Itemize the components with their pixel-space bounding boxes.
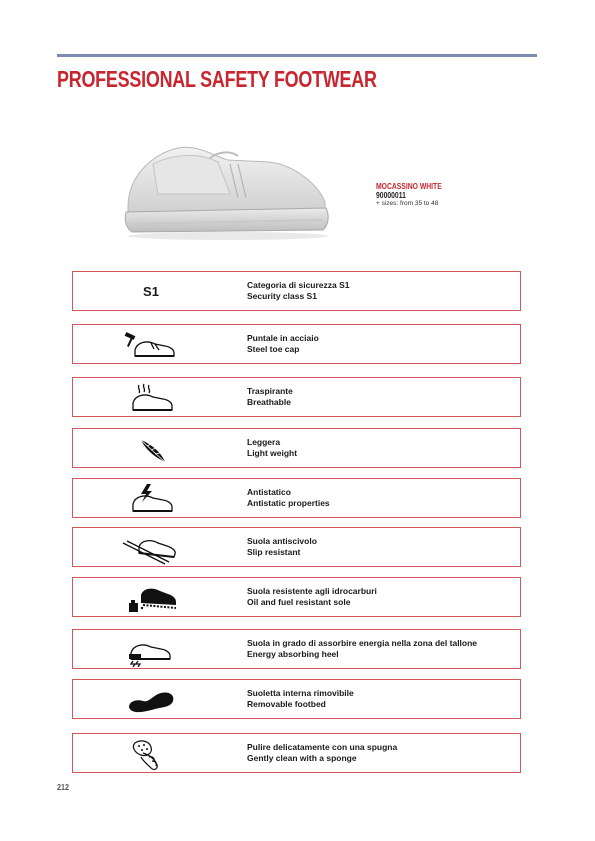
energy-absorbing-heel-icon	[121, 633, 181, 667]
feature-row-light-weight	[72, 428, 521, 468]
feature-label-it: Suola in grado di assorbire energia nella zona del tallone	[247, 637, 478, 648]
slip-resistant-icon	[121, 531, 181, 565]
feature-label-it: Suola resistente agli idrocarburi	[247, 585, 377, 596]
white-slip-on-shoe-image	[118, 134, 332, 244]
feature-label-it: Categoria di sicurezza S1	[247, 279, 350, 290]
steel-toe-icon	[121, 328, 181, 362]
top-rule	[57, 54, 537, 57]
feature-row-footbed	[72, 679, 521, 719]
feature-label-en: Light weight	[247, 448, 298, 458]
feature-label-it: Leggera	[247, 436, 281, 447]
feature-text	[247, 325, 519, 363]
feature-label-en: Steel toe cap	[247, 344, 300, 354]
feature-text	[247, 429, 519, 467]
page-number: 212	[57, 783, 70, 792]
feature-row-oil-resistant	[72, 577, 521, 617]
product-info	[376, 182, 453, 208]
feature-label-it: Traspirante	[247, 385, 293, 396]
product-code: 90000011	[376, 191, 406, 201]
page-title: PROFESSIONAL SAFETY FOOTWEAR	[57, 66, 377, 92]
feature-label-it: Puntale in acciaio	[247, 332, 319, 343]
feature-row-sponge-clean	[72, 733, 521, 773]
feature-text	[247, 479, 519, 517]
feature-text	[247, 734, 519, 772]
feature-label-it: Suola antiscivolo	[247, 535, 317, 546]
feature-label-en: Breathable	[247, 397, 291, 407]
feature-label-it: Antistatico	[247, 486, 291, 497]
security-class-badge: S1	[143, 283, 159, 299]
feature-text	[247, 272, 519, 310]
feature-text	[247, 578, 519, 616]
breathable-icon	[121, 381, 181, 415]
feature-row-security-class	[72, 271, 521, 311]
feature-label-it: Pulire delicatamente con una spugna	[247, 741, 398, 752]
feature-label-it: Suoletta interna rimovibile	[247, 687, 354, 698]
sponge-clean-icon	[121, 737, 181, 771]
antistatic-icon	[121, 482, 181, 516]
feather-icon	[121, 432, 181, 466]
feature-row-energy-absorbing	[72, 629, 521, 669]
feature-label-en: Slip resistant	[247, 547, 301, 557]
footbed-icon	[121, 683, 181, 717]
product-photo	[118, 134, 332, 244]
feature-row-steel-toe	[72, 324, 521, 364]
feature-text	[247, 378, 519, 416]
feature-text	[247, 528, 519, 566]
feature-label-en: Security class S1	[247, 291, 317, 301]
oil-resistant-icon	[121, 581, 181, 615]
feature-label-en: Energy absorbing heel	[247, 649, 339, 659]
feature-text	[247, 680, 519, 718]
feature-label-en: Oil and fuel resistant sole	[247, 597, 351, 607]
feature-row-antistatic	[72, 478, 521, 518]
feature-label-en: Removable footbed	[247, 699, 326, 709]
product-sizes: + sizes: from 35 to 48	[376, 200, 439, 208]
feature-label-en: Gently clean with a sponge	[247, 753, 357, 763]
feature-text	[247, 630, 519, 668]
product-name: MOCASSINO WHITE	[376, 182, 442, 191]
feature-row-slip-resistant	[72, 527, 521, 567]
feature-label-en: Antistatic properties	[247, 498, 330, 508]
feature-row-breathable	[72, 377, 521, 417]
